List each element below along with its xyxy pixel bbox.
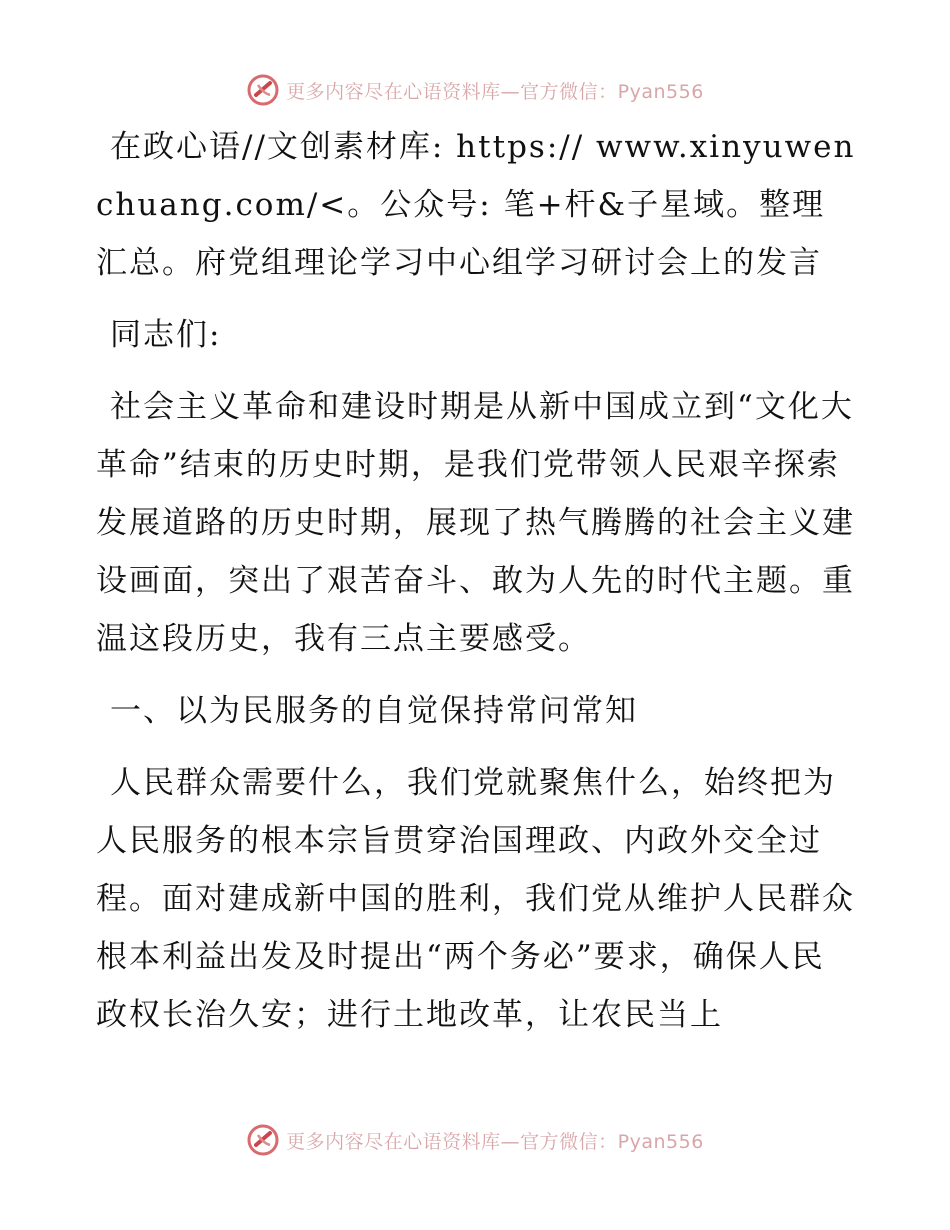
section-heading-one: 一、以为民服务的自觉保持常问常知: [110, 693, 638, 729]
document-body: [96, 118, 856, 1044]
seal-logo-icon: [246, 73, 280, 107]
paragraph-salutation: 同志们:: [110, 317, 222, 353]
seal-logo-icon: [246, 1123, 280, 1157]
paragraph-intro: 在政心语//文创素材库: https:// www.xinyuwenchuang.com/<。公众号: 笔+杆&子星域。整理汇总。府党组理论学习中心组学习研讨会上的发言: [96, 129, 856, 281]
header-watermark-banner: [0, 68, 950, 112]
banner-text: 更多内容尽在心语资料库—官方微信：Pyan556: [286, 1130, 704, 1153]
paragraph-section-one: 人民群众需要什么，我们党就聚焦什么，始终把为人民服务的根本宗旨贯穿治国理政、内政外交全过程。面对建成新中国的胜利，我们党从维护人民群众根本利益出发及时提出“两个务必”要求，确保人民政权长治久安；进行土地改革，让农民当上: [96, 765, 855, 1033]
footer-watermark-banner: [0, 1118, 950, 1162]
paragraph-overview: 社会主义革命和建设时期是从新中国成立到“文化大革命”结束的历史时期，是我们党带领人民艰辛探索发展道路的历史时期，展现了热气腾腾的社会主义建设画面，突出了艰苦奋斗、敢为人先的时代主题。重温这段历史，我有三点主要感受。: [96, 389, 855, 657]
banner-text: 更多内容尽在心语资料库—官方微信：Pyan556: [286, 80, 704, 103]
